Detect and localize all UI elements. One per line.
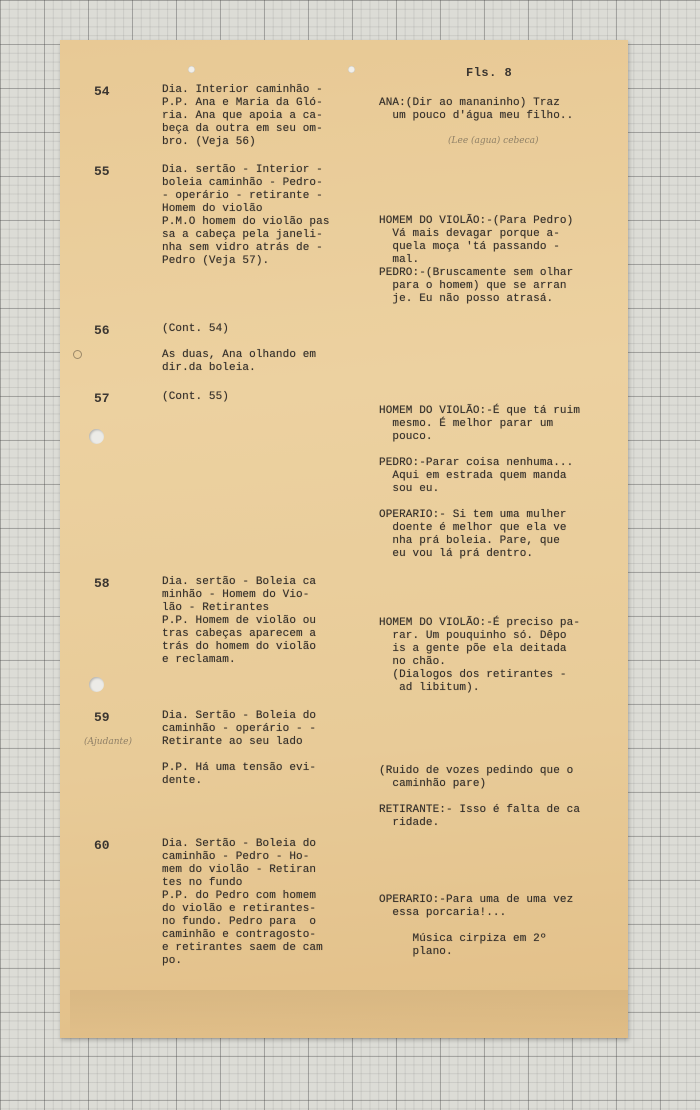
- scene-number-60: 60: [94, 838, 110, 853]
- scene-56-description: (Cont. 54) As duas, Ana olhando em dir.da boleia.: [162, 323, 317, 374]
- page-folio: Fls. 8: [466, 66, 513, 80]
- scene-number-55: 55: [94, 164, 110, 179]
- pin-hole: [188, 66, 195, 73]
- pin-hole: [348, 66, 355, 73]
- scene-60-dialogue: OPERARIO:-Para uma de uma vez essa porcaria!... Música cirpiza em 2º plano.: [379, 894, 574, 958]
- scene-54-description: Dia. Interior caminhão - P.P. Ana e Maria da Gló- ria. Ana que apoia a ca- beça da outra em seu om- bro. (Veja 56): [162, 84, 323, 148]
- scene-number-54: 54: [94, 84, 110, 99]
- scene-58-description: Dia. sertão - Boleia ca minhão - Homem do Vio- lão - Retirantes P.P. Homem de violão ou tras cabeças aparecem a trás do homem do violão e reclamam.: [162, 576, 317, 666]
- scene-57-dialogue: HOMEM DO VIOLÃO:-É que tá ruim mesmo. É melhor parar um pouco. PEDRO:-Parar coisa nenhuma... Aqui em estrada quem manda sou eu. OPERARIO:- Si tem uma mulher doente é melhor que ela ve nha prá boleia. Pare, que eu vou lá prá dentro.: [379, 405, 581, 560]
- scene-59-dialogue: (Ruido de vozes pedindo que o caminhão pare) RETIRANTE:- Isso é falta de ca ridade.: [379, 765, 581, 829]
- scene-number-59: 59: [94, 710, 110, 725]
- scene-54-dialogue: ANA:(Dir ao mananinho) Traz um pouco d'água meu filho..: [379, 97, 574, 122]
- scene-number-58: 58: [94, 576, 110, 591]
- scene-55-dialogue: HOMEM DO VIOLÃO:-(Para Pedro) Vá mais devagar porque a- quela moça 'tá passando - mal. PEDRO:-(Bruscamente sem olhar para o homem) que se arran je. Eu não posso atrasá.: [379, 215, 574, 305]
- scene-number-56: 56: [94, 323, 110, 338]
- scene-54-handwritten-note: (Lee (agua) cebeca): [448, 136, 539, 146]
- punch-hole: [89, 429, 104, 444]
- scene-60-description: Dia. Sertão - Boleia do caminhão - Pedro - Ho- mem do violão - Retiran tes no fundo P.P. do Pedro com homem do violão e retirantes- no fundo. Pedro para o caminhão e contragosto- e retirantes saem de cam po.: [162, 838, 323, 967]
- scene-59-description: Dia. Sertão - Boleia do caminhão - operário - - Retirante ao seu lado P.P. Há uma tensão evi- dente.: [162, 710, 317, 787]
- scene-59-handwritten-note: (Ajudante): [84, 737, 132, 747]
- punch-hole: [89, 677, 104, 692]
- margin-circle-mark: [73, 350, 82, 359]
- scene-number-57: 57: [94, 391, 110, 406]
- paper-lower-edge: [70, 990, 628, 1038]
- scene-55-description: Dia. sertão - Interior - boleia caminhão - Pedro- - operário - retirante - Homem do violão P.M.O homem do violão pas sa a cabeça pela janeli- nha sem vidro atrás de - Pedro (Veja 57).: [162, 164, 330, 267]
- scene-57-description: (Cont. 55): [162, 391, 230, 403]
- scene-58-dialogue: HOMEM DO VIOLÃO:-É preciso pa- rar. Um pouquinho só. Dêpo is a gente põe ela deitada no chão. (Dialogos dos retirantes - ad libitum).: [379, 617, 581, 694]
